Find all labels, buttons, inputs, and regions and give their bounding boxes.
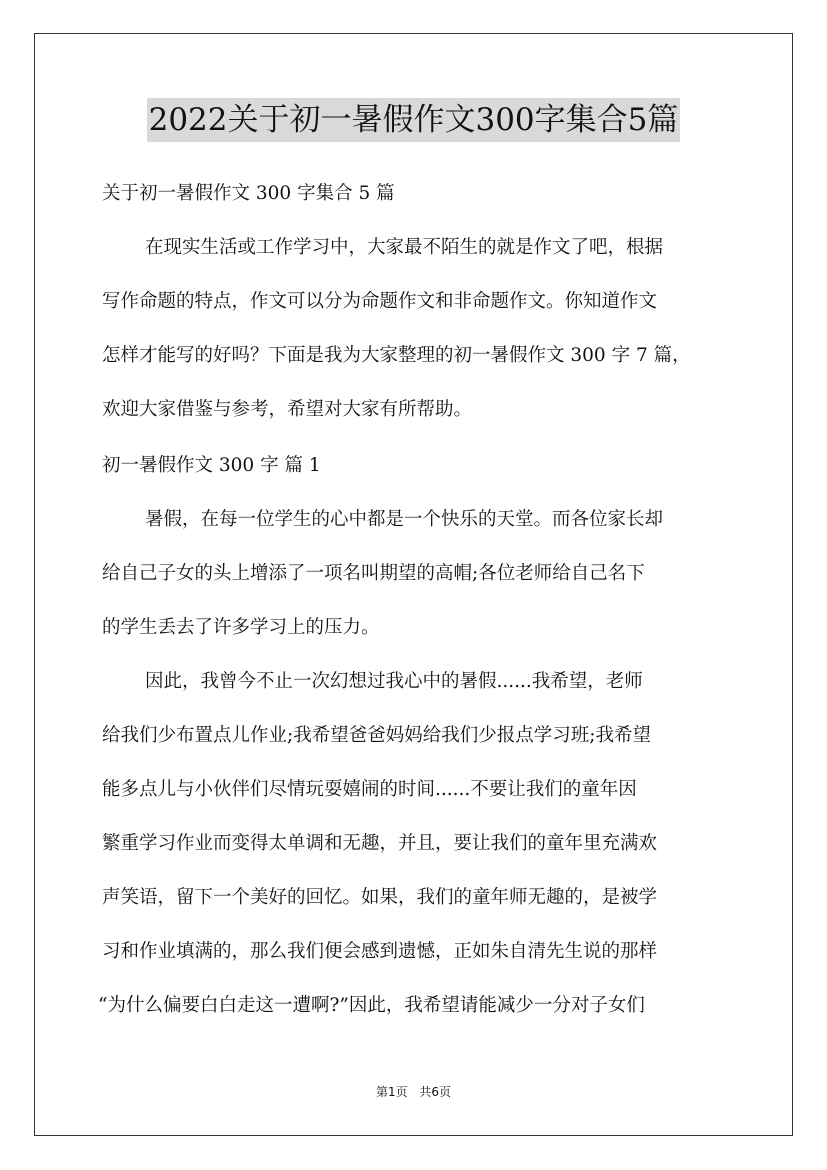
paragraph-line: 习和作业填满的，那么我们便会感到遗憾，正如朱自清先生说的那样	[102, 941, 658, 962]
paragraph-line: “为什么偏要白白走这一遭啊?”因此，我希望请能减少一分对子女们	[98, 995, 645, 1016]
paragraph-line: 的学生丢去了许多学习上的压力。	[102, 617, 380, 638]
section-heading: 初一暑假作文 300 字 篇 1	[102, 455, 321, 476]
paragraph-line: 怎样才能写的好吗？下面是我为大家整理的初一暑假作文 300 字 7 篇，	[102, 345, 691, 366]
paragraph-line: 给自己子女的头上增添了一项名叫期望的高帽;各位老师给自己名下	[102, 563, 645, 584]
document-title: 2022关于初一暑假作文300字集合5篇	[147, 98, 681, 142]
paragraph-line: 暑假，在每一位学生的心中都是一个快乐的天堂。而各位家长却	[145, 509, 664, 530]
paragraph-line: 声笑语，留下一个美好的回忆。如果，我们的童年师无趣的，是被学	[102, 887, 658, 908]
paragraph-line: 因此，我曾今不止一次幻想过我心中的暑假......我希望，老师	[145, 671, 643, 692]
paragraph-line: 能多点儿与小伙伴们尽情玩耍嬉闹的时间......不要让我们的童年因	[102, 779, 637, 800]
paragraph-line: 在现实生活或工作学习中，大家最不陌生的就是作文了吧，根据	[145, 237, 664, 258]
page-footer	[0, 1083, 827, 1100]
paragraph-line: 繁重学习作业而变得太单调和无趣，并且，要让我们的童年里充满欢	[102, 833, 658, 854]
subtitle-line: 关于初一暑假作文 300 字集合 5 篇	[102, 183, 395, 204]
page-total: 共6页	[419, 1085, 452, 1099]
title-container	[0, 98, 827, 142]
page-number: 第1页	[375, 1085, 408, 1099]
paragraph-line: 给我们少布置点儿作业;我希望爸爸妈妈给我们少报点学习班;我希望	[102, 725, 651, 746]
paragraph-line: 写作命题的特点，作文可以分为命题作文和非命题作文。你知道作文	[102, 291, 658, 312]
paragraph-line: 欢迎大家借鉴与参考，希望对大家有所帮助。	[102, 399, 473, 420]
